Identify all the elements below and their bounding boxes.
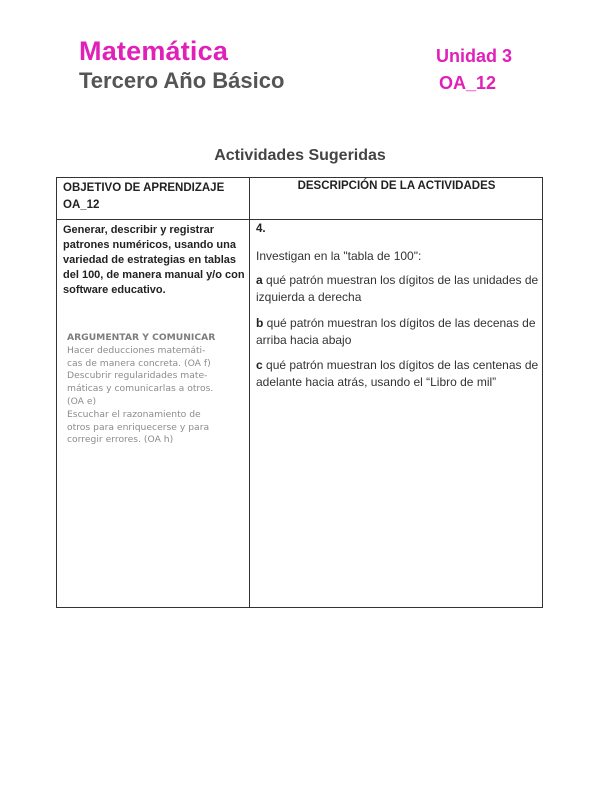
- objective-header-line1: OBJETIVO DE APRENDIZAJE: [63, 182, 225, 194]
- skills-line: otros para enriquecerse y para: [67, 421, 210, 433]
- activity-number: 4.: [256, 223, 266, 235]
- objective-column-header: [63, 180, 243, 214]
- item-letter: c: [256, 358, 263, 372]
- skills-line: Descubrir regularidades mate-: [67, 370, 208, 382]
- skills-line: corregir errores. (OA h): [67, 434, 174, 446]
- item-text: qué patrón muestran los dígitos de las centenas de adelante hacia atrás, usando el “Libro de mil”: [256, 358, 539, 389]
- item-letter: a: [256, 273, 263, 287]
- item-text: qué patrón muestran los dígitos de las decenas de arriba hacia abajo: [256, 316, 536, 347]
- objective-description: Generar, describir y registrar patrones numéricos, usando una variedad de estrategias en tablas del 100, de manera manual y/o con software educativo.: [63, 224, 245, 296]
- unit-label: Unidad 3: [436, 46, 513, 66]
- skills-line: Escuchar el razonamiento de: [67, 408, 201, 420]
- activity-item-c: [256, 357, 542, 391]
- subject-title: Matemática: [79, 36, 229, 66]
- grade-subtitle: Tercero Año Básico: [79, 68, 285, 93]
- header-row-divider: [57, 219, 542, 220]
- column-divider: [249, 178, 250, 607]
- objective-code-label: OA_12: [439, 73, 497, 93]
- skills-line: máticas y comunicarlas a otros.: [67, 383, 214, 395]
- skills-line: (OA e): [67, 395, 97, 407]
- objective-header-line2: OA_12: [63, 199, 100, 211]
- skills-box: [67, 332, 239, 447]
- activity-intro: Investigan en la "tabla de 100":: [256, 249, 422, 263]
- item-text: qué patrón muestran los dígitos de las unidades de izquierda a derecha: [256, 273, 539, 304]
- section-heading: Actividades Sugeridas: [214, 147, 386, 164]
- skills-line: Hacer deducciones matemáti-: [67, 344, 206, 356]
- activity-item-b: [256, 315, 542, 349]
- item-letter: b: [256, 316, 264, 330]
- activities-table: [56, 177, 543, 608]
- skills-heading: ARGUMENTAR Y COMUNICAR: [67, 332, 216, 343]
- skills-line: cas de manera concreta. (OA f): [67, 357, 211, 369]
- description-column-header: DESCRIPCIÓN DE LA ACTIVIDADES: [297, 180, 496, 192]
- activity-item-a: [256, 272, 542, 306]
